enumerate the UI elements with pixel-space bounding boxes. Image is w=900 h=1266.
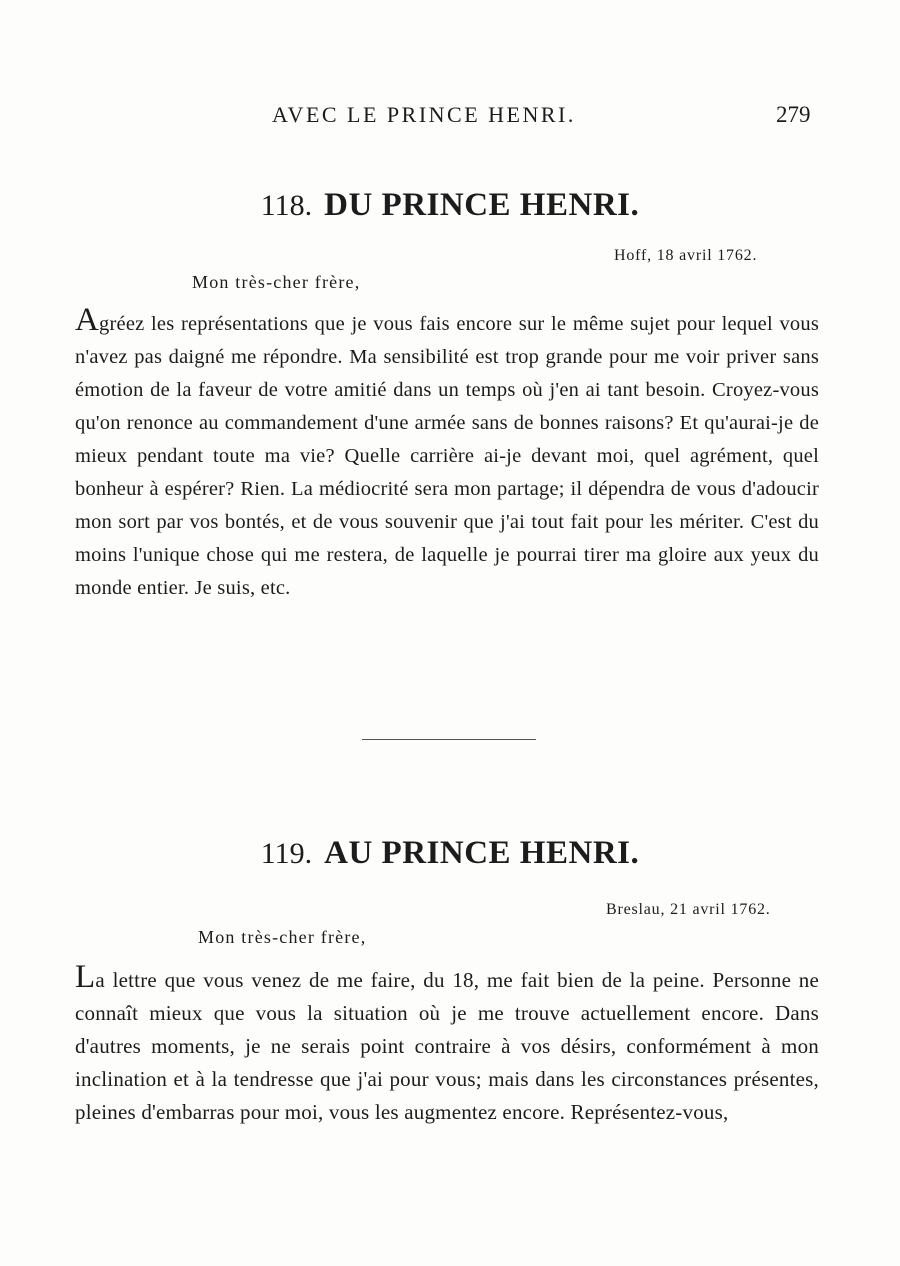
letter-body-text: a lettre que vous venez de me faire, du 18, me fait bien de la peine. Personne ne connaît mieux que vous la situation où je me trouve actuellement encore. Dans d'autres moments, je ne serais point contraire à vos désirs, conformément à mon inclination et à la tendresse que j'ai pour vous; mais dans les circonstances présentes, pleines d'embarras pour moi, vous les augmentez encore. Représentez-vous, <box>75 968 819 1124</box>
letter-salutation: Mon très-cher frère, <box>192 272 361 292</box>
letter-body-text: gréez les représentations que je vous fais encore sur le même sujet pour lequel vous n'avez pas daigné me répondre. Ma sensibilité est trop grande pour me voir priver sans émotion de la faveur de votre amitié dans un temps où j'en ai tant besoin. Croyez-vous qu'on renonce au commandement d'une armée sans de bonnes raisons? Et qu'aurai-je de mieux pendant toute ma vie? Quelle carrière ai-je devant moi, quel agrément, quel bonheur à espérer? Rien. La médiocrité sera mon partage; il dépendra de vous d'adoucir mon sort par vos bontés, et de vous souvenir que j'ai tout fait pour les mériter. C'est du moins l'unique chose qui me restera, de laquelle je pourrai tirer ma gloire aux yeux du monde entier. Je suis, etc. <box>75 313 819 599</box>
running-head-title: AVEC LE PRINCE HENRI. <box>272 102 576 127</box>
running-head <box>0 102 900 132</box>
letter-dateline: Breslau, 21 avril 1762. <box>606 901 771 918</box>
letter-salutation: Mon très-cher frère, <box>198 927 367 947</box>
letter-body <box>75 959 819 1129</box>
page-number: 279 <box>776 102 811 127</box>
letter-heading-119 <box>0 835 900 872</box>
letter-title: DU PRINCE HENRI. <box>324 187 640 223</box>
letter-heading-118 <box>0 187 900 224</box>
drop-cap-initial: A <box>75 302 100 338</box>
letter-body <box>75 302 819 605</box>
letter-number: 119. <box>260 837 313 870</box>
letter-dateline: Hoff, 18 avril 1762. <box>614 247 758 264</box>
letter-title: AU PRINCE HENRI. <box>324 835 640 871</box>
section-separator <box>362 739 536 740</box>
letter-number: 118. <box>260 189 313 222</box>
drop-cap-initial: L <box>75 959 96 995</box>
